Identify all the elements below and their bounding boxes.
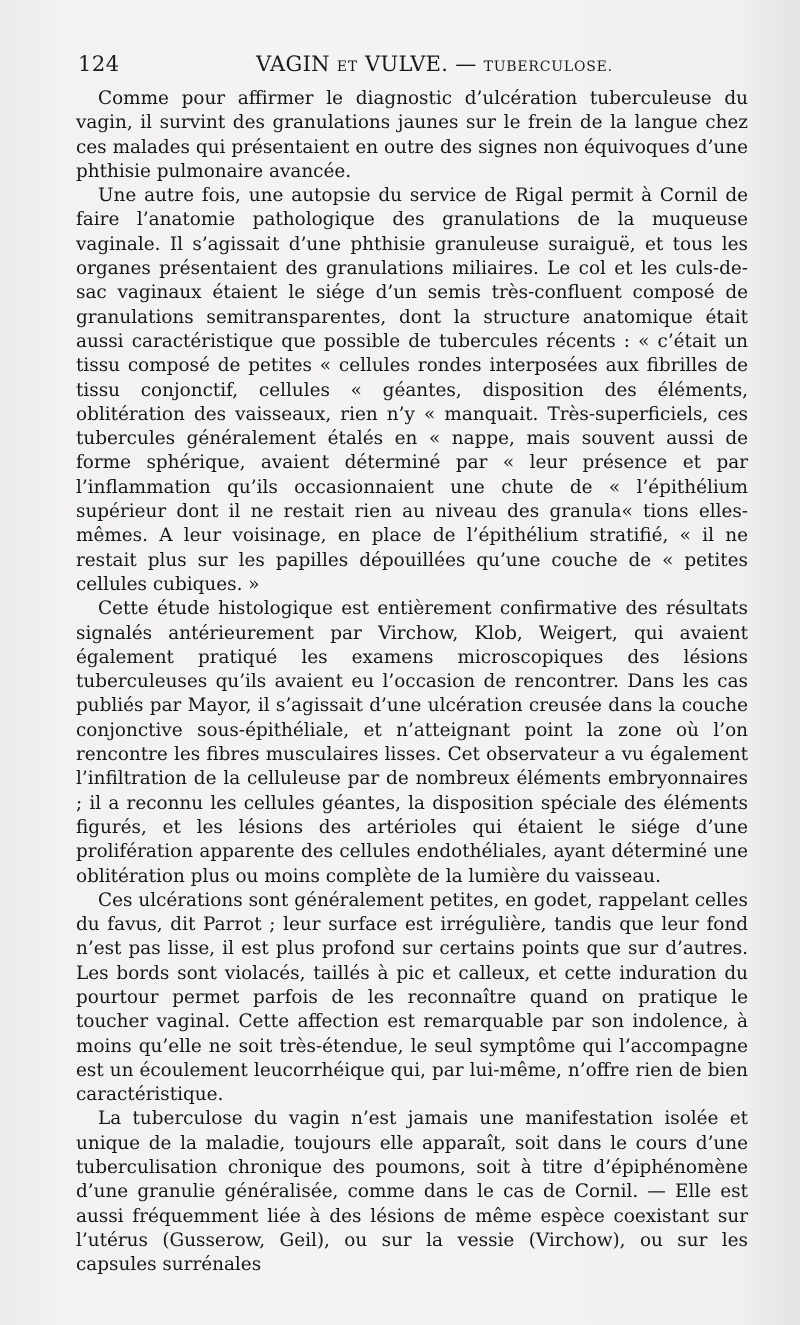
running-title-et: ET — [336, 59, 359, 75]
paragraph-3: Cette étude histologique est entièrement confirmative des résultats signalés antérieurement par Virchow, Klob, Weigert, qui avaient également pratiqué les examens microscopiques des lésions tuberculeuses qu’ils avaient eu l’occasion de rencontrer. Dans les cas publiés par Mayor, il s’agissait d’une ulcération creusée dans la couche conjonctive sous-épithéliale, et n’atteignant point la zone où l’on rencontre les fibres musculaires lisses. Cet observateur a vu également l’infiltration de la celluleuse par de nombreux éléments embryonnaires ; il a reconnu les cellules géantes, la disposition spéciale des éléments figurés, et les lésions des artérioles qui étaient le siége d’une prolifération apparente des cellules endothéliales, ayant déterminé une oblitération plus ou moins complète de la lumière du vaisseau. — [76, 598, 748, 887]
paragraph-1: Comme pour affirmer le diagnostic d’ulcération tuberculeuse du vagin, il survint des granulations jaunes sur le frein de la langue chez ces malades qui présentaient en outre des signes non équivoques d’une phthisie pulmonaire avancée. — [76, 88, 748, 182]
paragraph-4: Ces ulcérations sont généralement petites, en godet, rappelant celles du favus, dit Parrot ; leur surface est irrégulière, tandis que leur fond n’est pas lisse, il est plus profond sur certains points que sur d’autres. Les bords sont violacés, taillés à pic et calleux, et cette induration du pourtour permet parfois de les reconnaître quand on pratique le toucher vaginal. Cette affection est remarquable par son indolence, à moins qu’elle ne soit très-étendue, le seul symptôme qui l’accompagne est un écoulement leucorrhéique qui, par lui-même, n’offre rien de bien caractéristique. — [76, 889, 748, 1106]
paragraph-5: La tuberculose du vagin n’est jamais une manifestation isolée et unique de la maladie, toujours elle apparaît, soit dans le cours d’une tuberculisation chronique des poumons, soit à titre d’épiphénomène d’une granulie généralisée, comme dans le cas de Cornil. — Elle est aussi fréquemment liée à des lésions de même espèce coexistant sur l’utérus (Gusserow, Geil), ou sur la vessie (Virchow), ou sur les capsules surrénales — [76, 1108, 748, 1276]
body-text — [76, 87, 748, 1278]
running-title-subject: TUBERCULOSE. — [483, 59, 613, 75]
paragraph-2: Une autre fois, une autopsie du service de Rigal permit à Cornil de faire l’anatomie pathologique des granulations de la muqueuse vaginale. Il s’agissait d’une phthisie granuleuse suraiguë, et tous les organes présentaient des granulations miliaires. Le col et les culs-de-sac vaginaux étaient le siége d’un semis très-confluent composé de granulations semitransparentes, dont la structure anatomique était aussi caractéristique que possible de tubercules récents : « c’était un tissu composé de petites « cellules rondes interposées aux fibrilles de tissu conjonctif, cellules « géantes, disposition des éléments, oblitération des vaisseaux, rien n’y « manquait. Très-superficiels, ces tubercules généralement étalés en « nappe, mais souvent aussi de forme sphérique, avaient déterminé par « leur présence et par l’inflammation qu’ils occasionnaient une chute de « l’épithélium supérieur dont il ne restait rien au niveau des granula« tions elles-mêmes. A leur voisinage, en place de l’épithélium stratifié, « il ne restait plus sur les papilles dépouillées qu’une couche de « petites cellules cubiques. » — [76, 185, 748, 595]
running-title — [256, 52, 613, 76]
running-header — [78, 52, 748, 82]
running-title-part-2: VULVE. — — [365, 52, 477, 76]
page-number: 124 — [78, 52, 120, 76]
running-title-part-1: VAGIN — [256, 52, 330, 76]
